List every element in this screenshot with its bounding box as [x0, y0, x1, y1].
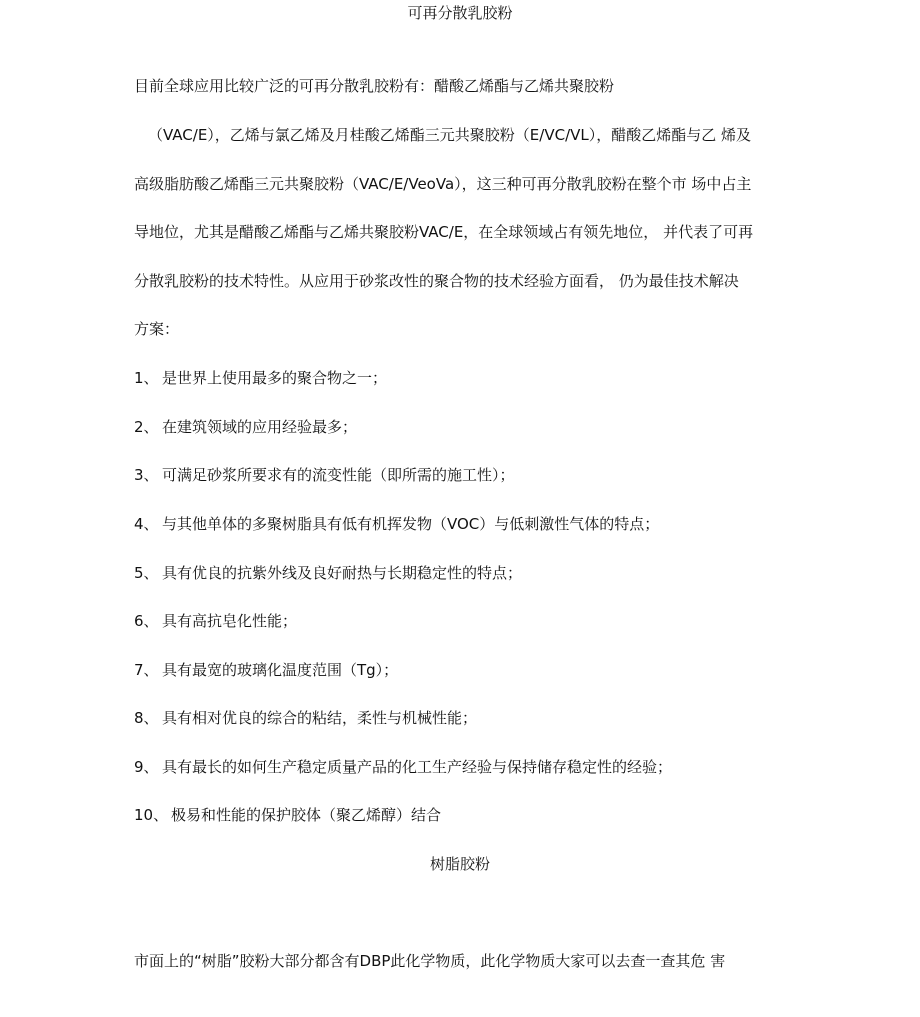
list-item-number: 3、 — [134, 466, 159, 484]
list-item — [134, 659, 398, 680]
list-item — [134, 367, 387, 388]
section-paragraph-line: 市面上的“树脂”胶粉大部分都含有DBP此化学物质，此化学物质大家可以去查一查其危 害 — [134, 952, 726, 970]
list-item-text: 具有高抗皂化性能； — [162, 612, 298, 630]
list-item-text: 极易和性能的保护胶体（聚乙烯醇）结合 — [171, 806, 442, 824]
list-item — [134, 707, 477, 728]
list-item-number: 7、 — [134, 661, 159, 679]
list-item-number: 4、 — [134, 515, 159, 533]
list-item-text: 具有最宽的玻璃化温度范围（Tg）； — [162, 661, 399, 679]
list-item-text: 具有相对优良的综合的粘结，柔性与机械性能； — [162, 709, 478, 727]
intro-line-1: 目前全球应用比较广泛的可再分散乳胶粉有：醋酸乙烯酯与乙烯共聚胶粉 — [134, 77, 615, 95]
list-item-number: 5、 — [134, 564, 159, 582]
list-item-text: 可满足砂浆所要求有的流变性能（即所需的施工性）； — [162, 466, 515, 484]
list-item-text: 是世界上使用最多的聚合物之一； — [162, 369, 388, 387]
list-item-number: 9、 — [134, 758, 159, 776]
intro-line-6: 方案： — [134, 320, 180, 338]
list-item-text: 具有优良的抗紫外线及良好耐热与长期稳定性的特点； — [162, 564, 523, 582]
intro-line-3: 高级脂肪酸乙烯酯三元共聚胶粉（VAC/E/VeoVa），这三种可再分散乳胶粉在整个市 场中占主 — [134, 175, 752, 193]
section-title: 树脂胶粉 — [429, 855, 490, 873]
list-item-text: 在建筑领域的应用经验最多； — [162, 418, 358, 436]
list-item-number: 2、 — [134, 418, 159, 436]
list-item-number: 6、 — [134, 612, 159, 630]
list-item-number: 8、 — [134, 709, 159, 727]
intro-line-2: （VAC/E），乙烯与氯乙烯及月桂酸乙烯酯三元共聚胶粉（E/VC/VL），醋酸乙烯酯与乙 烯及 — [148, 126, 752, 144]
list-item — [134, 513, 659, 534]
list-item — [134, 804, 441, 825]
list-item-number: 10、 — [134, 806, 169, 824]
list-item — [134, 562, 522, 583]
list-item — [134, 610, 297, 631]
page-title: 可再分散乳胶粉 — [407, 4, 513, 22]
intro-line-4: 导地位，尤其是醋酸乙烯酯与乙烯共聚胶粉VAC/E，在全球领域占有领先地位， 并代表了可再 — [134, 223, 754, 241]
list-item-text: 具有最长的如何生产稳定质量产品的化工生产经验与保持储存稳定性的经验； — [162, 758, 673, 776]
list-item — [134, 756, 672, 777]
list-item — [134, 416, 357, 437]
list-item — [134, 464, 515, 485]
list-item-text: 与其他单体的多聚树脂具有低有机挥发物（VOC）与低刺激性气体的特点； — [162, 515, 660, 533]
intro-line-5: 分散乳胶粉的技术特性。从应用于砂浆改性的聚合物的技术经验方面看， 仍为最佳技术解决 — [134, 272, 739, 290]
list-item-number: 1、 — [134, 369, 159, 387]
